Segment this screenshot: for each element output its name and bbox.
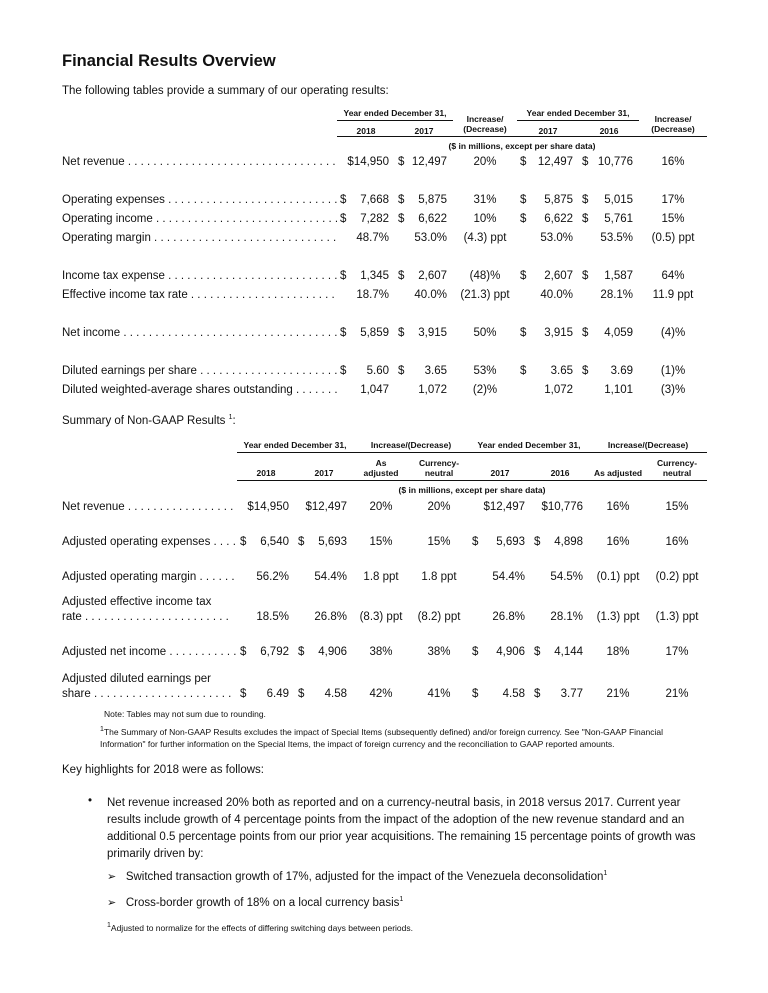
table-cell: 48.7% — [356, 231, 389, 244]
dot-leader — [151, 232, 337, 244]
table-row — [62, 284, 707, 303]
table-row — [62, 208, 707, 227]
non-gaap-results-table — [62, 440, 707, 702]
table-cell: $ 6,622 — [520, 212, 574, 225]
table-cell: $ 3.65 — [520, 364, 574, 377]
page-title: Financial Results Overview — [62, 52, 276, 70]
table-cell: 40.0% — [414, 288, 448, 301]
t1-group-header: Year ended December 31, — [517, 108, 639, 121]
bullet-icon: • — [88, 795, 93, 807]
t2-column-header: Currency-neutral — [409, 453, 469, 481]
row-label-text: Operating income — [62, 212, 153, 225]
table-cell: $ 6,792 — [240, 645, 289, 658]
row-label-wrapper — [62, 288, 337, 303]
table-cell: 28.1% — [550, 610, 584, 623]
table-cell: $ 5,875 — [520, 193, 574, 206]
table-cell: (8.2) ppt — [417, 610, 461, 623]
table-cell: 1,072 — [544, 383, 574, 396]
table-cell: 38% — [369, 645, 393, 658]
row-label — [62, 227, 337, 246]
table-cell: $ 7,668 — [340, 193, 389, 206]
t2-column-header: 2017 — [469, 453, 531, 481]
rounding-note: Note: Tables may not sum due to rounding. — [104, 709, 266, 719]
row-label-wrapper — [62, 383, 337, 398]
table-cell: 20% — [473, 155, 497, 168]
footnote-marker: 1 — [107, 922, 111, 929]
dot-leader — [125, 501, 237, 513]
table-cell: $ 4.58 — [472, 687, 526, 700]
table-cell: $14,950 — [347, 155, 389, 168]
table-cell: (1.3) ppt — [655, 610, 699, 623]
row-label-wrapper — [62, 500, 237, 515]
table-cell: (4.3) ppt — [463, 231, 507, 244]
row-label-text: Operating margin — [62, 231, 151, 244]
table-cell: 16% — [606, 500, 630, 513]
row-label — [62, 151, 337, 170]
row-label-text: Adjusted operating margin — [62, 570, 197, 583]
table-cell: (4)% — [660, 326, 686, 339]
table-cell: 54.4% — [314, 570, 348, 583]
table-cell: 53.0% — [540, 231, 574, 244]
table-cell: 1,101 — [604, 383, 634, 396]
row-label — [62, 585, 237, 625]
table-cell: 18.5% — [256, 610, 289, 623]
table-row — [62, 495, 707, 515]
sub-bullet — [107, 870, 607, 883]
intro-text: The following tables provide a summary of our operating results: — [62, 85, 389, 97]
t1-year: 2017 — [395, 121, 453, 137]
row-label — [62, 341, 337, 379]
dot-leader — [120, 327, 337, 339]
table-cell: $ 5.60 — [340, 364, 389, 377]
row-label-wrapper — [62, 155, 337, 170]
table-cell: $ 1,587 — [582, 269, 634, 282]
row-label-wrapper — [62, 595, 237, 625]
table-cell: 15% — [369, 535, 393, 548]
t1-year: 2016 — [579, 121, 639, 137]
row-label-text: Diluted earnings per share — [62, 364, 197, 377]
row-label-wrapper — [62, 231, 337, 246]
table-cell: 54.5% — [550, 570, 584, 583]
sub-bullet — [107, 896, 403, 909]
row-label — [62, 208, 337, 227]
table-cell: $14,950 — [247, 500, 289, 513]
table-cell: 50% — [473, 326, 497, 339]
table-cell: 56.2% — [256, 570, 289, 583]
table-cell: $ 1,345 — [340, 269, 389, 282]
table-cell: 1.8 ppt — [363, 570, 399, 583]
highlights-title: Key highlights for 2018 were as follows: — [62, 764, 264, 776]
table-cell: 15% — [661, 212, 685, 225]
row-label-wrapper — [62, 212, 337, 227]
dot-leader — [210, 536, 237, 548]
table-cell: $10,776 — [541, 500, 584, 513]
table-cell: 31% — [473, 193, 497, 206]
table-row — [62, 585, 707, 625]
footnote-text: Adjusted to normalize for the effects of differing switching days between periods. — [110, 922, 413, 933]
table-cell: $ 5,015 — [582, 193, 634, 206]
dot-leader — [197, 365, 337, 377]
arrow-icon: ➢ — [107, 871, 117, 883]
table-cell: 1.8 ppt — [421, 570, 457, 583]
table-cell: (48)% — [469, 269, 501, 282]
table-cell: 16% — [665, 535, 689, 548]
table-cell: 20% — [369, 500, 393, 513]
table-row — [62, 341, 707, 379]
sub-bullet-text: Switched transaction growth of 17%, adjusted for the impact of the Venezuela deconsolidation — [125, 871, 604, 883]
t2-group-header: Year ended December 31, — [469, 440, 589, 453]
t2-column-header: As adjusted — [589, 453, 647, 481]
table-cell: (0.2) ppt — [655, 570, 699, 583]
dot-leader — [166, 646, 237, 658]
table-cell: $ 3,915 — [398, 326, 448, 339]
highlight-bullet: Net revenue increased 20% both as reported and on a currency-neutral basis, in 2018 versus 2017. Current year results include growth of 4 percentage points from the impact of the adoption of the new revenue standard and an additional 0.5 percentage points from our prior year acquisitions. The remaining 15 percentage points of growth was primarily driven by: — [107, 797, 696, 860]
dot-leader — [125, 156, 337, 168]
footnote-ref: 1 — [399, 896, 404, 904]
table-cell: (21.3) ppt — [460, 288, 510, 301]
table-cell: 41% — [427, 687, 451, 700]
table-row — [62, 227, 707, 246]
t2-column-header: 2018 — [237, 453, 295, 481]
row-label-text: Net revenue — [62, 500, 125, 513]
table-cell: $ 5,859 — [340, 326, 389, 339]
table-cell: $ 3.69 — [582, 364, 634, 377]
summary-title-text: Summary of Non-GAAP Results — [62, 414, 226, 427]
dot-leader — [188, 289, 337, 301]
dot-leader — [165, 194, 337, 206]
table-row — [62, 246, 707, 284]
table-cell: 53.5% — [600, 231, 634, 244]
table-cell: 18% — [606, 645, 630, 658]
t1-units-note: ($ in millions, except per share data) — [448, 140, 596, 151]
table-cell: $ 6,540 — [240, 535, 289, 548]
dot-leader — [153, 213, 337, 225]
table-cell: 15% — [665, 500, 689, 513]
table-cell: $ 3.65 — [398, 364, 448, 377]
table-cell: 53% — [473, 364, 497, 377]
row-label-wrapper — [62, 326, 337, 341]
table-row — [62, 550, 707, 585]
table-cell: 38% — [427, 645, 451, 658]
row-label — [62, 550, 237, 585]
table-cell: 64% — [661, 269, 685, 282]
row-label — [62, 284, 337, 303]
operating-results-table — [62, 108, 707, 398]
table-cell: 16% — [606, 535, 630, 548]
table-cell: 15% — [427, 535, 451, 548]
table-row — [62, 151, 707, 170]
table-cell: 1,072 — [418, 383, 448, 396]
table-cell: (8.3) ppt — [359, 610, 403, 623]
t2-column-header: 2016 — [531, 453, 589, 481]
row-label-wrapper — [62, 645, 237, 660]
t1-increase-header: Increase/ (Decrease) — [639, 108, 707, 137]
row-label-wrapper — [62, 269, 337, 284]
table-cell: 21% — [606, 687, 630, 700]
t1-group-header: Year ended December 31, — [337, 108, 453, 121]
table-cell: $ 5,875 — [398, 193, 448, 206]
table-cell: $ 7,282 — [340, 212, 389, 225]
table-cell: (0.5) ppt — [651, 231, 695, 244]
table-cell: 20% — [427, 500, 451, 513]
table-cell: 42% — [369, 687, 393, 700]
table-row — [62, 303, 707, 341]
t2-column-header: 2017 — [295, 453, 353, 481]
table-cell: $ 4.58 — [298, 687, 348, 700]
row-label-text: Diluted weighted-average shares outstanding — [62, 383, 293, 396]
t1-increase-header: Increase/ (Decrease) — [453, 108, 517, 137]
row-label-text: Adjusted diluted earnings per share — [62, 672, 211, 700]
table-cell: $12,497 — [483, 500, 526, 513]
table-cell: $ 2,607 — [398, 269, 448, 282]
row-label-text: Adjusted net income — [62, 645, 167, 658]
t2-column-header: As adjusted — [353, 453, 409, 481]
table-row — [62, 625, 707, 660]
table-cell: 18.7% — [356, 288, 389, 301]
table-cell: 26.8% — [314, 610, 348, 623]
table-cell: (0.1) ppt — [596, 570, 640, 583]
non-gaap-footnote — [100, 724, 710, 750]
t2-column-header: Currency-neutral — [647, 453, 707, 481]
table-cell: 28.1% — [600, 288, 634, 301]
table-cell: 10% — [473, 212, 497, 225]
dot-leader — [62, 611, 231, 625]
t2-group-header: Increase/(Decrease) — [589, 440, 707, 453]
table-cell: 53.0% — [414, 231, 448, 244]
table-cell: $ 4,059 — [582, 326, 634, 339]
table-cell: $ 12,497 — [520, 155, 574, 168]
row-label — [62, 246, 337, 284]
row-label-text: Adjusted operating expenses — [62, 535, 211, 548]
t2-group-header: Increase/(Decrease) — [353, 440, 469, 453]
table-row — [62, 515, 707, 550]
table-cell: $ 5,761 — [582, 212, 634, 225]
t1-year: 2018 — [337, 121, 395, 137]
table-cell: 40.0% — [540, 288, 574, 301]
row-label — [62, 495, 237, 515]
table-cell: (2)% — [472, 383, 498, 396]
table-cell: 17% — [665, 645, 689, 658]
footnote-ref: 1 — [228, 414, 233, 421]
table-row — [62, 660, 707, 702]
dot-leader — [165, 270, 337, 282]
row-label-text: Income tax expense — [62, 269, 165, 282]
table-row — [62, 170, 707, 208]
table-cell: 16% — [661, 155, 685, 168]
row-label-wrapper — [62, 570, 237, 585]
arrow-icon: ➢ — [107, 897, 117, 909]
row-label-text: Operating expenses — [62, 193, 165, 206]
summary-title: Summary of Non-GAAP Results $^1$: — [62, 414, 236, 427]
footnote-marker: 1 — [100, 726, 104, 733]
footnote-text: The Summary of Non-GAAP Results excludes the impact of Special Items (subsequently defined) and/or foreign currency. See "Non-GAAP Financial Information" for further information on the Special Items, the impact of foreign currency and the reconciliation to GAAP reported amounts. — [100, 726, 663, 749]
table-cell: 26.8% — [492, 610, 526, 623]
row-label-wrapper — [62, 672, 237, 702]
table-cell: $ 3,915 — [520, 326, 574, 339]
table-row — [62, 379, 707, 398]
table-cell: $ 6,622 — [398, 212, 448, 225]
sub-bullet-text: Cross-border growth of 18% on a local currency basis — [125, 897, 400, 909]
table-cell: (1)% — [660, 364, 686, 377]
row-label — [62, 625, 237, 660]
table-cell: $ 4,144 — [534, 645, 584, 658]
row-label-text: Effective income tax rate — [62, 288, 188, 301]
table-cell: $ 5,693 — [298, 535, 348, 548]
table-cell: 21% — [665, 687, 689, 700]
table-cell: $ 12,497 — [398, 155, 448, 168]
t1-year: 2017 — [517, 121, 579, 137]
table-cell: $ 2,607 — [520, 269, 574, 282]
bottom-footnote — [107, 922, 413, 933]
table-cell: $ 4,906 — [298, 645, 348, 658]
row-label — [62, 170, 337, 208]
t2-group-header: Year ended December 31, — [237, 440, 353, 453]
table-cell: $12,497 — [305, 500, 348, 513]
row-label-wrapper — [62, 193, 337, 208]
row-label-text: Net revenue — [62, 155, 125, 168]
table-cell: 54.4% — [492, 570, 526, 583]
table-cell: $ 4,906 — [472, 645, 526, 658]
row-label-text: Adjusted effective income tax rate — [62, 595, 212, 623]
table-cell: $ 10,776 — [582, 155, 634, 168]
row-label — [62, 660, 237, 702]
dot-leader — [293, 384, 337, 396]
row-label-wrapper — [62, 364, 337, 379]
dot-leader — [196, 571, 237, 583]
table-cell: $ 3.77 — [534, 687, 584, 700]
row-label — [62, 379, 337, 398]
row-label-text: Net income — [62, 326, 121, 339]
table-cell: 17% — [661, 193, 685, 206]
table-cell: 11.9 ppt — [652, 288, 694, 301]
footnote-ref: 1 — [603, 870, 608, 878]
table-cell: (3)% — [660, 383, 686, 396]
table-cell: $ 5,693 — [472, 535, 526, 548]
row-label — [62, 515, 237, 550]
row-label — [62, 303, 337, 341]
row-label-wrapper — [62, 535, 237, 550]
table-cell: $ 4,898 — [534, 535, 584, 548]
table-cell: 1,047 — [360, 383, 389, 396]
t2-units-note: ($ in millions, except per share data) — [398, 484, 546, 495]
table-cell: $ 6.49 — [240, 687, 289, 700]
table-cell: (1.3) ppt — [596, 610, 640, 623]
